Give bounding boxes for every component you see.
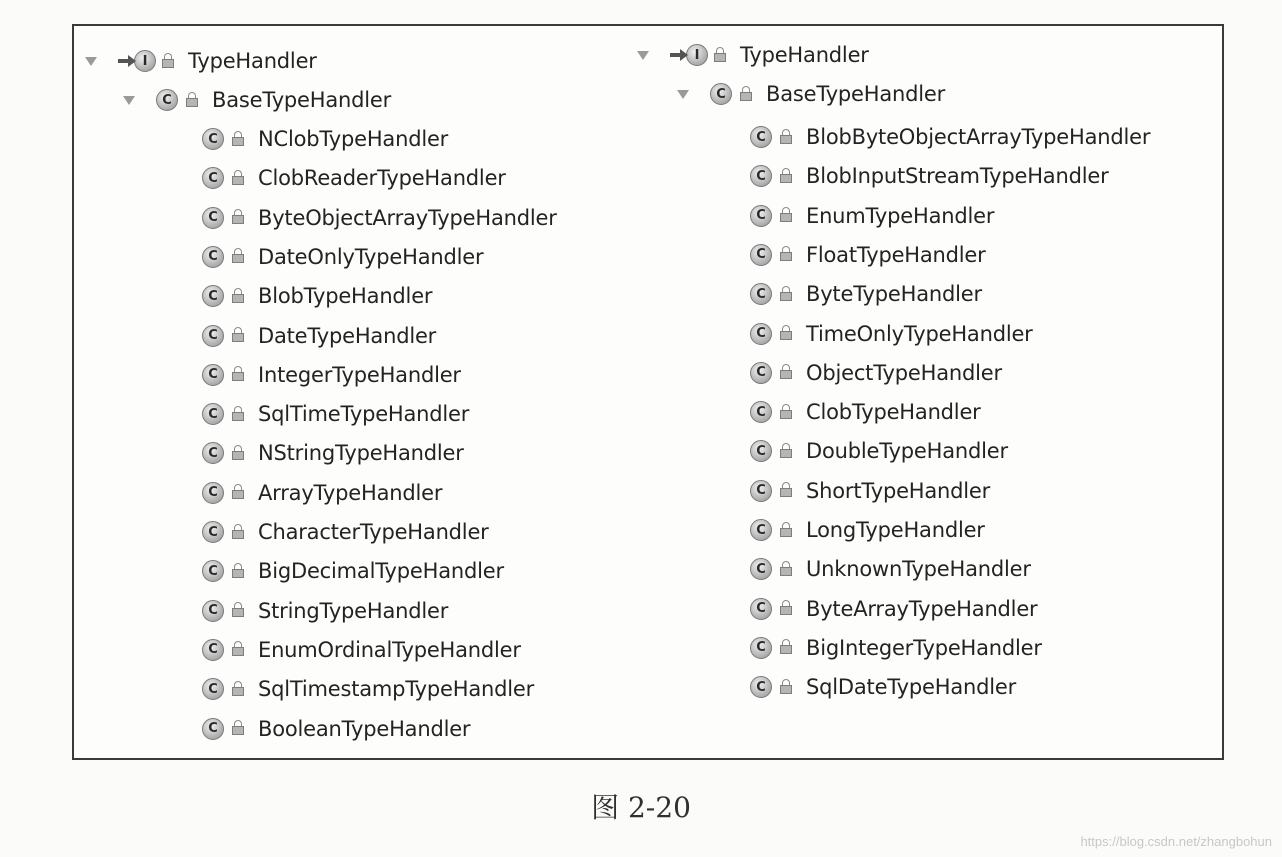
tree-item-label: NClobTypeHandler [258,127,449,151]
tree-item[interactable] [202,242,483,272]
tree-item[interactable] [202,203,557,233]
class-icon: C [202,718,224,740]
lock-icon [232,530,244,540]
class-icon: C [202,639,224,661]
tree-item[interactable] [750,358,1002,388]
tree-item[interactable] [202,360,461,390]
tree-item-label: BlobInputStreamTypeHandler [806,164,1109,189]
lock-icon [780,331,792,341]
class-icon: C [202,521,224,543]
class-icon: C [750,126,772,148]
tree-item-label: FloatTypeHandler [806,242,986,267]
class-icon: C [202,128,224,150]
tree-item[interactable] [202,399,469,429]
lock-icon [232,137,244,147]
class-icon: C [750,440,772,462]
tree-item[interactable] [750,319,1033,349]
tree-item[interactable] [750,436,1008,466]
class-icon: C [202,325,224,347]
lock-icon [780,606,792,616]
tree-item-label: DoubleTypeHandler [806,439,1008,464]
tree-item-label: ByteObjectArrayTypeHandler [258,205,557,230]
tree-item[interactable] [202,556,504,586]
class-icon: C [202,364,224,386]
lock-icon [780,410,792,420]
tree-item-label: CharacterTypeHandler [258,520,489,544]
tree-item-label: ByteTypeHandler [806,282,982,307]
lock-icon [780,645,792,655]
tree-item[interactable] [202,281,432,311]
class-icon: C [750,244,772,266]
lock-icon [740,92,752,102]
tree-root-typehandler[interactable] [84,46,317,76]
class-icon: C [750,205,772,227]
lock-icon [780,685,792,695]
tree-item-label: ByteArrayTypeHandler [806,596,1038,621]
lock-icon [232,647,244,657]
tree-item[interactable] [750,633,1042,663]
lock-icon [780,292,792,302]
tree-item-label: BaseTypeHandler [212,88,392,112]
lock-icon [232,608,244,618]
tree-item-label: BaseTypeHandler [766,82,946,106]
tree-item-label: SqlTimestampTypeHandler [258,677,535,702]
tree-item-label: BooleanTypeHandler [258,716,471,741]
tree-item[interactable] [750,122,1150,152]
lock-icon [232,254,244,264]
lock-icon [780,449,792,459]
lock-icon [232,687,244,697]
tree-item[interactable] [202,674,534,704]
lock-icon [232,333,244,343]
class-icon: C [202,167,224,189]
lock-icon [780,213,792,223]
class-icon: C [750,323,772,345]
tree-item-label: EnumTypeHandler [806,203,995,228]
class-icon: C [202,207,224,229]
tree-item[interactable] [202,478,442,508]
tree-item[interactable] [750,161,1109,191]
class-icon: C [202,678,224,700]
lock-icon [232,451,244,461]
tree-item[interactable] [202,596,448,626]
tree-item-label: ClobReaderTypeHandler [258,166,506,191]
tree-item[interactable] [750,554,1031,584]
tree-item-label: ClobTypeHandler [806,400,981,425]
lock-icon [780,174,792,184]
lock-icon [232,490,244,500]
tree-node-basetypehandler[interactable] [676,79,945,109]
lock-icon [186,98,198,108]
tree-item-label: BlobTypeHandler [258,284,433,309]
class-icon: C [710,83,732,105]
lock-icon [232,569,244,579]
tree-item-label: TypeHandler [740,43,869,67]
class-icon: C [202,482,224,504]
tree-item[interactable] [750,594,1037,624]
tree-item-label: SqlDateTypeHandler [806,675,1017,700]
class-icon: C [202,560,224,582]
class-icon: C [202,442,224,464]
tree-item-label: BlobByteObjectArrayTypeHandler [806,125,1151,149]
class-icon: C [750,401,772,423]
tree-item-label: TypeHandler [188,49,317,73]
tree-item-label: ShortTypeHandler [806,478,991,503]
tree-item-label: ArrayTypeHandler [258,480,443,505]
class-icon: C [202,600,224,622]
tree-item[interactable] [750,279,982,309]
lock-icon [780,370,792,380]
interface-icon [670,44,708,66]
tree-root-typehandler[interactable] [636,40,869,70]
lock-icon [232,294,244,304]
class-icon: C [750,362,772,384]
tree-item[interactable] [202,124,448,154]
class-icon: C [750,283,772,305]
tree-item[interactable] [750,201,994,231]
tree-item-label: TimeOnlyTypeHandler [806,321,1033,346]
expand-toggle-icon[interactable] [636,48,650,62]
implements-arrow-icon [670,50,688,60]
tree-item[interactable] [750,672,1016,702]
tree-item[interactable] [202,635,521,665]
interface-letter-icon: I [134,50,156,72]
tree-item-label: BigIntegerTypeHandler [806,635,1042,660]
interface-icon [118,50,156,72]
class-icon: C [750,165,772,187]
lock-icon [232,176,244,186]
lock-icon [232,412,244,422]
tree-item[interactable] [202,714,470,744]
class-icon: C [750,558,772,580]
watermark: https://blog.csdn.net/zhangbohun [1080,834,1272,849]
tree-item-label: NStringTypeHandler [258,441,464,466]
implements-arrow-icon [118,56,136,66]
tree-item-label: UnknownTypeHandler [806,557,1031,582]
lock-icon [780,252,792,262]
figure-frame [72,24,1224,760]
tree-item[interactable] [202,438,464,468]
tree-item-label: LongTypeHandler [806,518,985,542]
interface-letter-icon: I [686,44,708,66]
expand-toggle-icon[interactable] [122,93,136,107]
tree-item-label: EnumOrdinalTypeHandler [258,637,521,662]
tree-item-label: IntegerTypeHandler [258,362,461,387]
tree-item[interactable] [750,515,985,545]
tree-item-label: DateTypeHandler [258,323,437,348]
tree-item-label: StringTypeHandler [258,598,449,623]
lock-icon [714,53,726,63]
tree-item[interactable] [750,240,986,270]
class-icon: C [202,285,224,307]
expand-toggle-icon[interactable] [84,54,98,68]
class-icon: C [202,246,224,268]
lock-icon [780,135,792,145]
class-icon: C [750,598,772,620]
lock-icon [232,215,244,225]
lock-icon [232,372,244,382]
lock-icon [780,567,792,577]
tree-item[interactable] [750,476,990,506]
lock-icon [780,528,792,538]
tree-item[interactable] [202,517,489,547]
class-icon: C [202,403,224,425]
tree-item[interactable] [202,163,506,193]
tree-item[interactable] [202,321,436,351]
figure-caption: 图 2-20 [591,791,691,824]
class-icon: C [750,519,772,541]
class-icon: C [750,480,772,502]
tree-node-basetypehandler[interactable] [122,85,391,115]
tree-item-label: BigDecimalTypeHandler [258,559,504,584]
class-icon: C [750,637,772,659]
lock-icon [232,726,244,736]
tree-item[interactable] [750,397,981,427]
class-icon: C [156,89,178,111]
expand-toggle-icon[interactable] [676,87,690,101]
tree-item-label: ObjectTypeHandler [806,360,1002,385]
lock-icon [162,59,174,69]
tree-item-label: SqlTimeTypeHandler [258,402,470,427]
lock-icon [780,488,792,498]
tree-item-label: DateOnlyTypeHandler [258,244,484,269]
class-icon: C [750,676,772,698]
